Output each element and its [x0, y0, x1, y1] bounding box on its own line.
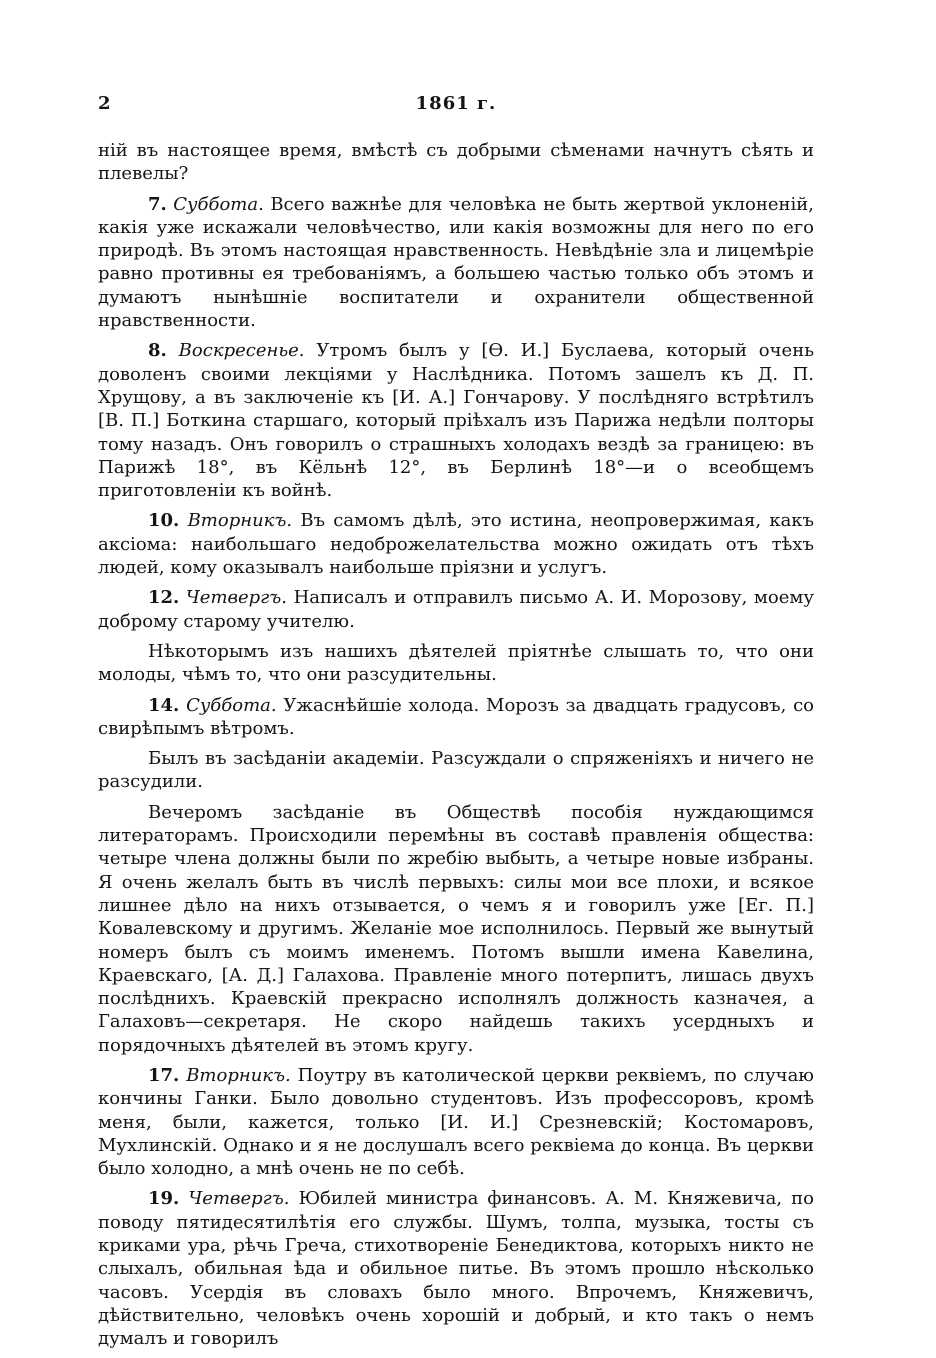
diary-paragraph [98, 801, 814, 1057]
diary-paragraph [98, 1064, 814, 1180]
diary-paragraph [98, 193, 814, 333]
page-header [98, 93, 814, 117]
entry-date: 10. [148, 510, 180, 532]
diary-paragraph [98, 509, 814, 579]
entry-text: Юбилей министра финансовъ. А. М. Княжевича, по поводу пятидесятилѣтiя его службы. Шумъ, толпа, музыка, тосты съ криками ура, рѣчь Греча, стихотворенiе Бенедиктова, которыхъ никто не слыхалъ, обильная ѣда и обильное питье. Въ этомъ прошло нѣсколько часовъ. Усердiя въ словахъ было много. Впрочемъ, Княжевичъ, дѣйствительно, человѣкъ очень хорошiй и добрый, и кто такъ о немъ думалъ и говорилъ [98, 1188, 814, 1350]
entry-text: нiй въ настоящее время, вмѣстѣ съ добрыми сѣменами начнутъ сѣять и плевелы? [98, 140, 814, 185]
entry-date: 14. [148, 694, 180, 716]
entry-text: Всего важнѣе для человѣка не быть жертвой уклоненiй, какiя уже искажали человѣчество, или какiя возможны для него по его природѣ. Въ этомъ настоящая нравственность. Невѣдѣнiе зла и лицемѣрiе равно противны ея требованiямъ, а большею частью только объ этомъ и думаютъ нынѣшнiе воспитатели и охранители общественной нравственности. [98, 193, 814, 332]
entry-weekday: Суббота. [173, 193, 264, 215]
entry-date: 19. [148, 1188, 180, 1210]
entry-text: Нѣкоторымъ изъ нашихъ дѣятелей прiятнѣе слышать то, что они молоды, чѣмъ то, что они разсудительны. [98, 640, 814, 686]
diary-paragraph [98, 640, 814, 687]
entry-weekday: Суббота. [186, 694, 277, 716]
body-text [98, 139, 814, 1358]
entry-text: Въ самомъ дѣлѣ, это истина, неопровержимая, какъ аксiома: наибольшаго недоброжелательства можно ожидать отъ тѣхъ людей, кому оказывалъ наибольше прiязни и услугъ. [98, 510, 814, 579]
entry-text: Ужаснѣйшiе холода. Морозъ за двадцать градусовъ, со свирѣпымъ вѣтромъ. [98, 694, 814, 739]
diary-paragraph [98, 1187, 814, 1350]
entry-weekday: Четвергъ. [185, 587, 287, 609]
diary-paragraph [98, 339, 814, 502]
entry-weekday: Вторникъ. [187, 510, 293, 532]
entry-weekday: Вторникъ. [186, 1064, 291, 1086]
entry-date: 7. [148, 193, 167, 215]
entry-date: 8. [148, 340, 167, 362]
diary-paragraph [98, 694, 814, 741]
entry-text: Написалъ и отправилъ письмо А. И. Морозову, моему доброму старому учителю. [98, 587, 814, 632]
diary-paragraph [98, 586, 814, 633]
diary-paragraph [98, 139, 814, 186]
entry-text: Поутру въ католической церкви реквiемъ, по случаю кончины Ганки. Было довольно студентовъ. Изъ профессоровъ, кромѣ меня, были, кажется, только [И. И.] Срезневскiй; Костомаровъ, Мухлинскiй. Однако и я не дослушалъ всего реквiема до конца. Въ церкви было холодно, а мнѣ очень не по себѣ. [98, 1064, 814, 1180]
entry-text: Утромъ былъ у [Ѳ. И.] Буслаева, который очень доволенъ своими лекцiями у Наслѣдника. Потомъ зашелъ къ Д. П. Хрущову, а въ заключенiе къ [И. А.] Гончарову. У послѣдняго встрѣтилъ [В. П.] Боткина старшаго, который прiѣхалъ изъ Парижа недѣли полторы тому назадъ. Онъ говорилъ о страшныхъ холодахъ вездѣ за границею: въ Парижѣ 18°, въ Кёльнѣ 12°, въ Берлинѣ 18°—и о всеобщемъ приготовленiи къ войнѣ. [98, 340, 814, 502]
entry-text: Вечеромъ засѣданiе въ Обществѣ пособiя нуждающимся литераторамъ. Происходили перемѣны въ составѣ правленiя общества: четыре члена должны были по жребiю выбыть, а четыре новые избраны. Я очень желалъ быть въ числѣ первыхъ: силы мои все плохи, и всякое лишнее дѣло на нихъ отзывается, о чемъ я и говорилъ уже [Ег. П.] Ковалевскому и другимъ. Желанiе мое исполнилось. Первый же вынутый номеръ былъ съ моимъ именемъ. Потомъ вышли имена Кавелина, Краевскаго, [А. Д.] Галахова. Правленiе много потерпитъ, лишась двухъ послѣднихъ. Краевскiй прекрасно исполнялъ должность казначея, а Галаховъ—секретаря. Не скоро найдешь такихъ усердныхъ и порядочныхъ дѣятелей въ этомъ кругу. [98, 801, 814, 1056]
entry-date: 12. [148, 587, 180, 609]
entry-weekday: Четвергъ. [188, 1188, 290, 1210]
running-title: 1861 г. [415, 93, 497, 114]
entry-weekday: Воскресенье. [178, 340, 305, 362]
entry-text: Былъ въ засѣданiи академiи. Разсуждали о спряженiяхъ и ничего не разсудили. [98, 748, 814, 793]
entry-date: 17. [148, 1064, 180, 1086]
page-number: 2 [98, 93, 111, 114]
diary-paragraph [98, 747, 814, 794]
